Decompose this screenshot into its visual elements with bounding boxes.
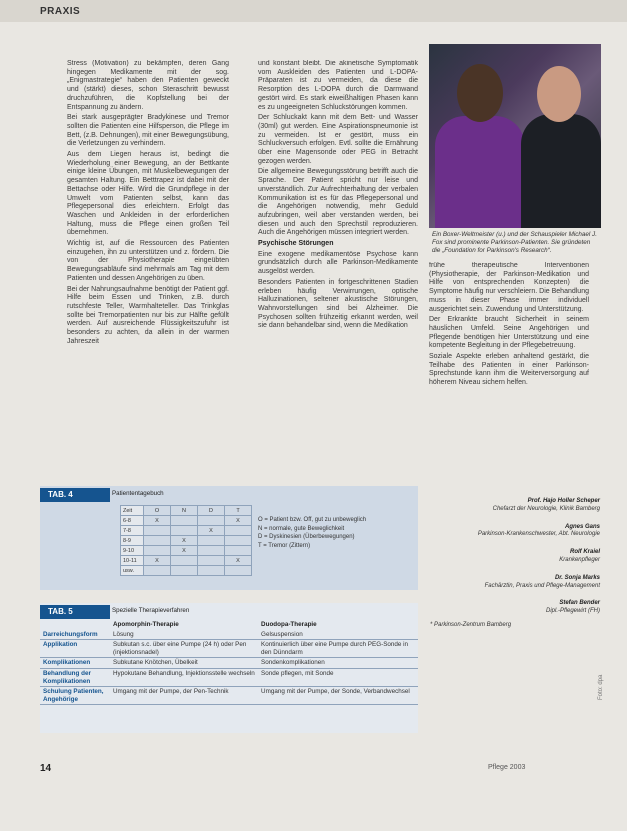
legend-item: O = Patient bzw. Off, gut zu unbeweglich xyxy=(258,517,367,523)
author-name: Stefan Bender xyxy=(559,600,600,607)
page-header-band xyxy=(0,0,627,22)
table-cell xyxy=(171,516,198,526)
table-cell: 10-11 xyxy=(121,556,144,566)
table-cell: X xyxy=(171,536,198,546)
table-cell xyxy=(198,566,225,576)
table-row xyxy=(121,546,252,556)
table-row xyxy=(121,566,252,576)
table-cell xyxy=(144,566,171,576)
table-cell: Subkutan s.c. über eine Pumpe (24 h) oder Pen (injektionsnadel) xyxy=(110,640,258,658)
table-cell xyxy=(198,536,225,546)
paragraph: frühe therapeutische Interventionen (Physiotherapie, der Parkinson-Medikation und Hilfe von entsprechenden Konzepten) die Symptome häufig nur verschleiern. Die Behandlung muss in dieser Phase immer individuell ausgerichtet sein. Zuwendung und Unterstützung. xyxy=(429,262,589,313)
paragraph: Soziale Aspekte erleben anhaltend gestärkt, die Teilhabe des Patienten in einer Parkinson-Sprechstunde kann ihm die Weiterversorgung auf höherem Niveau sichern helfen. xyxy=(429,353,589,387)
table-row xyxy=(121,556,252,566)
table-cell: 6-8 xyxy=(121,516,144,526)
author-role: Dipl.-Pflegewirt (FH) xyxy=(545,608,600,615)
table-cell xyxy=(144,526,171,536)
photo-credit: Foto: dpa xyxy=(598,674,604,700)
paragraph: Die allgemeine Bewegungsstörung betrifft auch die Sprache. Der Patient spricht nur leise und unverständlich. Zur Aufrechterhaltung der verbalen Kommunikation ist es für das Pflegepersonal und die Angehörigen notwendig, mehr Geduld aufzubringen, weil aber verstanden werden, bei diesen und auch den Sprechstil reproduzieren. Auch die Angehörigen müssen integriert werden. xyxy=(258,168,418,237)
table-header-cell: Apomorphin-Therapie xyxy=(113,621,179,628)
table-cell: Subkutane Knötchen, Übelkeit xyxy=(110,658,258,669)
table-row xyxy=(40,640,418,658)
page-number: 14 xyxy=(40,763,52,774)
table-header-row xyxy=(40,620,418,630)
row-label: Schulung Patienten, Angehörige xyxy=(40,687,110,705)
table-4-legend xyxy=(258,516,366,550)
author-role: Krankenpfleger xyxy=(559,556,600,563)
author-name: Dr. Sonja Marks xyxy=(554,574,600,581)
journal-footer: Pflege 2003 xyxy=(488,764,526,771)
table-cell: Sonde pflegen, mit Sonde xyxy=(258,668,418,686)
author-list xyxy=(430,488,600,630)
author-role: Parkinson-Krankenschwester, Abt. Neurologie xyxy=(477,531,600,538)
text-column-2 xyxy=(258,60,418,478)
table-5 xyxy=(40,620,418,705)
paragraph: Besonders Patienten in fortgeschrittenen Stadien erleben häufig Verwirrungen, optische Halluzinationen, seltener akustische Störungen, Wahnvorstellungen sind bei Alzheimer. Die Psychosen sollten frühzeitig erkannt werden, weil sie dann behandelbar sind, wenn die Medikation xyxy=(258,278,418,330)
table-header-cell: N xyxy=(171,506,198,516)
paragraph: Der Erkrankte braucht Sicherheit in seinem häuslichen Umfeld. Seine Angehörigen und Pflegende benötigen hier Unterstützung und eine kompetente Begleitung in der Pflegebetreuung. xyxy=(429,316,589,350)
table-header-row xyxy=(121,506,252,516)
table-row xyxy=(121,536,252,546)
table-cell: X xyxy=(144,516,171,526)
table-cell xyxy=(144,536,171,546)
table-5-label: TAB. 5 xyxy=(40,605,110,619)
photo-caption: Ein Boxer-Weltmeister (u.) und der Schauspieler Michael J. Fox sind prominente Parkinson-Patienten. Sie gründeten die „Foundation for Parkinson's Research“. xyxy=(432,231,597,254)
author-name: Agnes Gans xyxy=(564,523,600,530)
table-header-cell: Duodopa-Therapie xyxy=(261,621,317,628)
table-cell: 7-8 xyxy=(121,526,144,536)
table-cell: X xyxy=(144,556,171,566)
text-column-1 xyxy=(67,60,229,478)
table-4-title: Patiententagebuch xyxy=(112,490,164,497)
row-label: Darreichungsform xyxy=(40,630,110,640)
table-cell: Umgang mit der Pumpe, der Pen-Technik xyxy=(110,687,258,705)
paragraph: Wichtig ist, auf die Ressourcen des Patienten einzugehen, ihn zu unterstützen und z. fördern. Die von der Physiotherapie eingeübten Bewegungsabläufe sind mehrmals am Tag mit dem Patienten und dessen Angehörigen zu üben. xyxy=(67,240,229,282)
legend-item: T = Tremor (Zittern) xyxy=(258,542,311,549)
text-column-3 xyxy=(429,262,589,475)
table-row xyxy=(121,516,252,526)
table-header-cell: D xyxy=(198,506,225,516)
table-4-grid xyxy=(120,505,252,576)
table-cell xyxy=(225,536,252,546)
section-title: PRAXIS xyxy=(40,6,81,17)
table-header-cell: Zeit xyxy=(121,506,144,516)
table-header-cell: O xyxy=(144,506,171,516)
author-role: Fachärztin, Praxis und Pflege-Management xyxy=(484,582,600,589)
table-cell xyxy=(198,516,225,526)
table-cell xyxy=(225,526,252,536)
subheading-psychische-stoerungen: Psychische Störungen xyxy=(258,240,334,248)
table-cell: Lösung xyxy=(110,630,258,640)
table-cell xyxy=(171,556,198,566)
person-face xyxy=(537,66,581,122)
table-cell: X xyxy=(225,556,252,566)
table-cell: Sondenkomplikationen xyxy=(258,658,418,669)
paragraph: Bei stark ausgeprägter Bradykinese und Tremor sollten die Patienten eine Hilfsperson, die Pflege im Bett, (z.B. Dehnungen), mit einer Bewegungsübung, die Verletzungen zu verhindern. xyxy=(67,114,229,148)
table-cell: 8-9 xyxy=(121,536,144,546)
author-name: Prof. Hajo Holler Scheper xyxy=(527,498,600,504)
paragraph: Aus dem Liegen heraus ist, bedingt die Wiederholung einer Bewegung, an der Bettkante einige kleine Übungen, mit Muskelbewegungen der gesamten Haltung. Ein Betttrapez ist dabei mit der Bettachse oder Hilfe. Wird die Grundpflege in der Umwelt vom Patienten selbst, kann das Pflegepersonal dies erleichtern. Erfolgt das Waschen und Ankleiden in der erforderlichen Haltung, muss die Pflege einen großen Teil übernehmen. xyxy=(67,151,229,237)
person-face xyxy=(457,64,503,122)
table-cell: X xyxy=(171,546,198,556)
author-name: Rolf Kraiel xyxy=(569,549,600,556)
row-label: Behandlung der Komplikationen xyxy=(40,668,110,686)
table-row xyxy=(121,526,252,536)
table-row xyxy=(40,658,418,669)
paragraph: Eine exogene medikamentöse Psychose kann grundsätzlich durch alle Parkinson-Medikamente ausgelöst werden. xyxy=(258,250,418,276)
table-cell xyxy=(171,566,198,576)
paragraph: und konstant bleibt. Die akinetische Symptomatik vom Auskleiden des Patienten und L-DOPA-Präparaten ist zu vermeiden, da diese die Resorption des L-DOPA durch die Darmwand gestört wird. Es stark eiweißhaltigen Phasen kann es zu ungeeigneten Schluckstörungen kommen. xyxy=(258,60,418,111)
table-row xyxy=(40,668,418,686)
person-figure xyxy=(435,116,525,228)
photo-image xyxy=(429,44,601,228)
table-cell xyxy=(198,556,225,566)
table-cell: Hypokutane Behandlung, Injektionsstelle wechseln xyxy=(110,668,258,686)
table-cell: Umgang mit der Pumpe, der Sonde, Verbandwechsel xyxy=(258,687,418,705)
paragraph: Stress (Motivation) zu bekämpfen, deren Gang hingegen Medikamente mit der sog. „Enigmastrategie“ haben den Patienten geweckt und (stärkt) dieses, schon Steraschritt bewusst druchzuführen, die Kopfstellung bei der Entspannung zu ändern. xyxy=(67,60,229,111)
table-5-grid xyxy=(40,620,418,705)
table-row xyxy=(40,630,418,640)
table-cell: usw. xyxy=(121,566,144,576)
table-cell xyxy=(198,546,225,556)
author-footnote: * Parkinson-Zentrum Bamberg xyxy=(430,621,512,628)
table-cell: 9-10 xyxy=(121,546,144,556)
paragraph: Bei der Nahrungsaufnahme benötigt der Patient ggf. Hilfe beim Essen und Trinken, z.B. durch rutschfeste Teller, Warmhalteteller. Das Trinkglas sollte bei Tremorpatienten nur bis zur Hälfte gefüllt werden. Auf ausreichende Flüssigkeitszufuhr ist besonders zu achten, da allein in der warmen Jahreszeit xyxy=(67,285,229,345)
table-5-title: Spezielle Therapieverfahren xyxy=(112,607,190,614)
legend-item: D = Dyskinesien (Überbewegungen) xyxy=(258,534,355,540)
table-cell xyxy=(225,566,252,576)
paragraph: Der Schluckakt kann mit dem Bett- und Wasser (30ml) gut werden. Eine Aspirationspneumonie ist zu vermeiden. Ist er gestört, muss ein Schluckversuch erfolgen. Evtl. sollte die Ernährung über eine Magensonde oder PEG in Betracht gezogen werden. xyxy=(258,114,418,165)
table-cell: X xyxy=(225,516,252,526)
table-cell: Kontinuierlich über eine Pumpe durch PEG-Sonde in den Dünndarm xyxy=(258,640,418,658)
author-role: Chefarzt der Neurologie, Klinik Bamberg xyxy=(492,505,600,512)
table-cell: X xyxy=(198,526,225,536)
table-4-label: TAB. 4 xyxy=(40,488,110,502)
row-label: Applikation xyxy=(40,640,110,658)
table-cell xyxy=(225,546,252,556)
table-cell: Gelsuspension xyxy=(258,630,418,640)
row-label: Komplikationen xyxy=(40,658,110,669)
table-cell xyxy=(171,526,198,536)
table-cell xyxy=(144,546,171,556)
person-figure xyxy=(521,114,601,228)
legend-item: N = normale, gute Beweglichkeit xyxy=(258,525,345,532)
table-row xyxy=(40,687,418,705)
table-header-cell: T xyxy=(225,506,252,516)
